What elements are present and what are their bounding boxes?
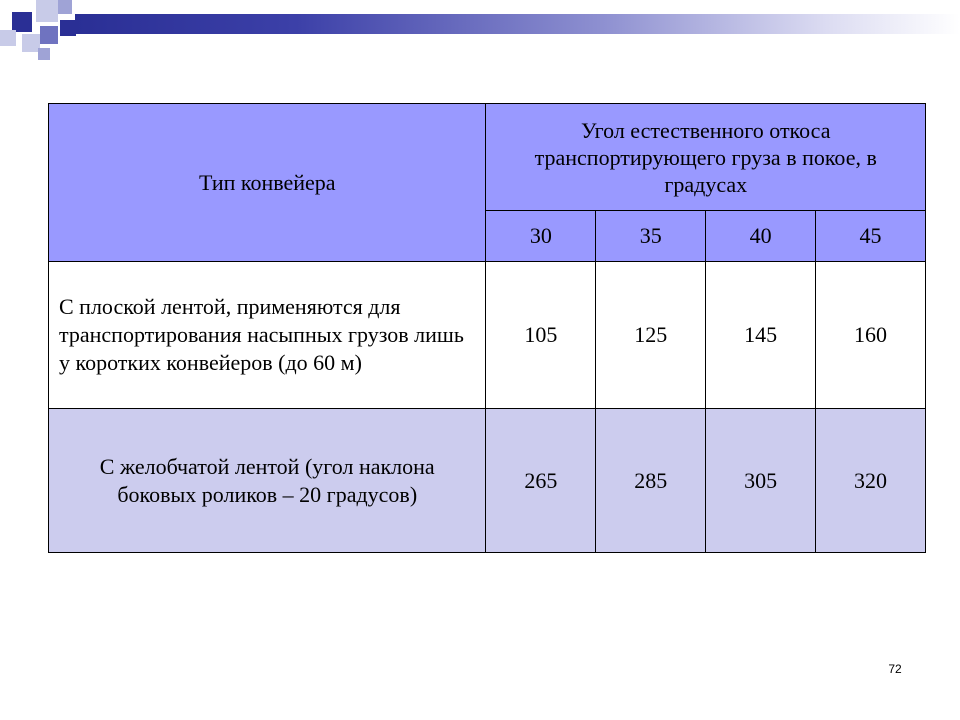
deco-square-mid bbox=[58, 0, 72, 14]
deco-square-dark bbox=[60, 20, 76, 36]
table-header-row bbox=[49, 104, 926, 211]
deco-square-mid bbox=[38, 48, 50, 60]
table-cell: 265 bbox=[486, 409, 596, 553]
angle-header-cell: 40 bbox=[706, 211, 816, 262]
row-label-flat-belt: С плоской лентой, применяются для транспортирования насыпных грузов лишь у коротких конвейеров (до 60 м) bbox=[49, 262, 486, 409]
table-cell: 305 bbox=[706, 409, 816, 553]
page-number: 72 bbox=[888, 662, 902, 676]
row-label-troughed-belt: С желобчатой лентой (угол наклона боковых роликов – 20 градусов) bbox=[49, 409, 486, 553]
table-cell: 285 bbox=[596, 409, 706, 553]
table-row bbox=[49, 262, 926, 409]
deco-square-mid bbox=[40, 26, 58, 44]
deco-square-light bbox=[36, 0, 58, 22]
table-cell: 145 bbox=[706, 262, 816, 409]
table-cell: 125 bbox=[596, 262, 706, 409]
column-header-repose-angle: Угол естественного откоса транспортирующего груза в покое, в градусах bbox=[486, 104, 926, 211]
table-row bbox=[49, 409, 926, 553]
column-header-conveyor-type: Тип конвейера bbox=[49, 104, 486, 262]
header-gradient-bar bbox=[75, 14, 960, 34]
angle-header-cell: 45 bbox=[816, 211, 926, 262]
deco-square-dark bbox=[12, 12, 32, 32]
angle-header-cell: 35 bbox=[596, 211, 706, 262]
conveyor-angle-table bbox=[48, 103, 926, 553]
angle-header-cell: 30 bbox=[486, 211, 596, 262]
table-cell: 160 bbox=[816, 262, 926, 409]
deco-square-light bbox=[0, 30, 16, 46]
table-cell: 105 bbox=[486, 262, 596, 409]
table-cell: 320 bbox=[816, 409, 926, 553]
